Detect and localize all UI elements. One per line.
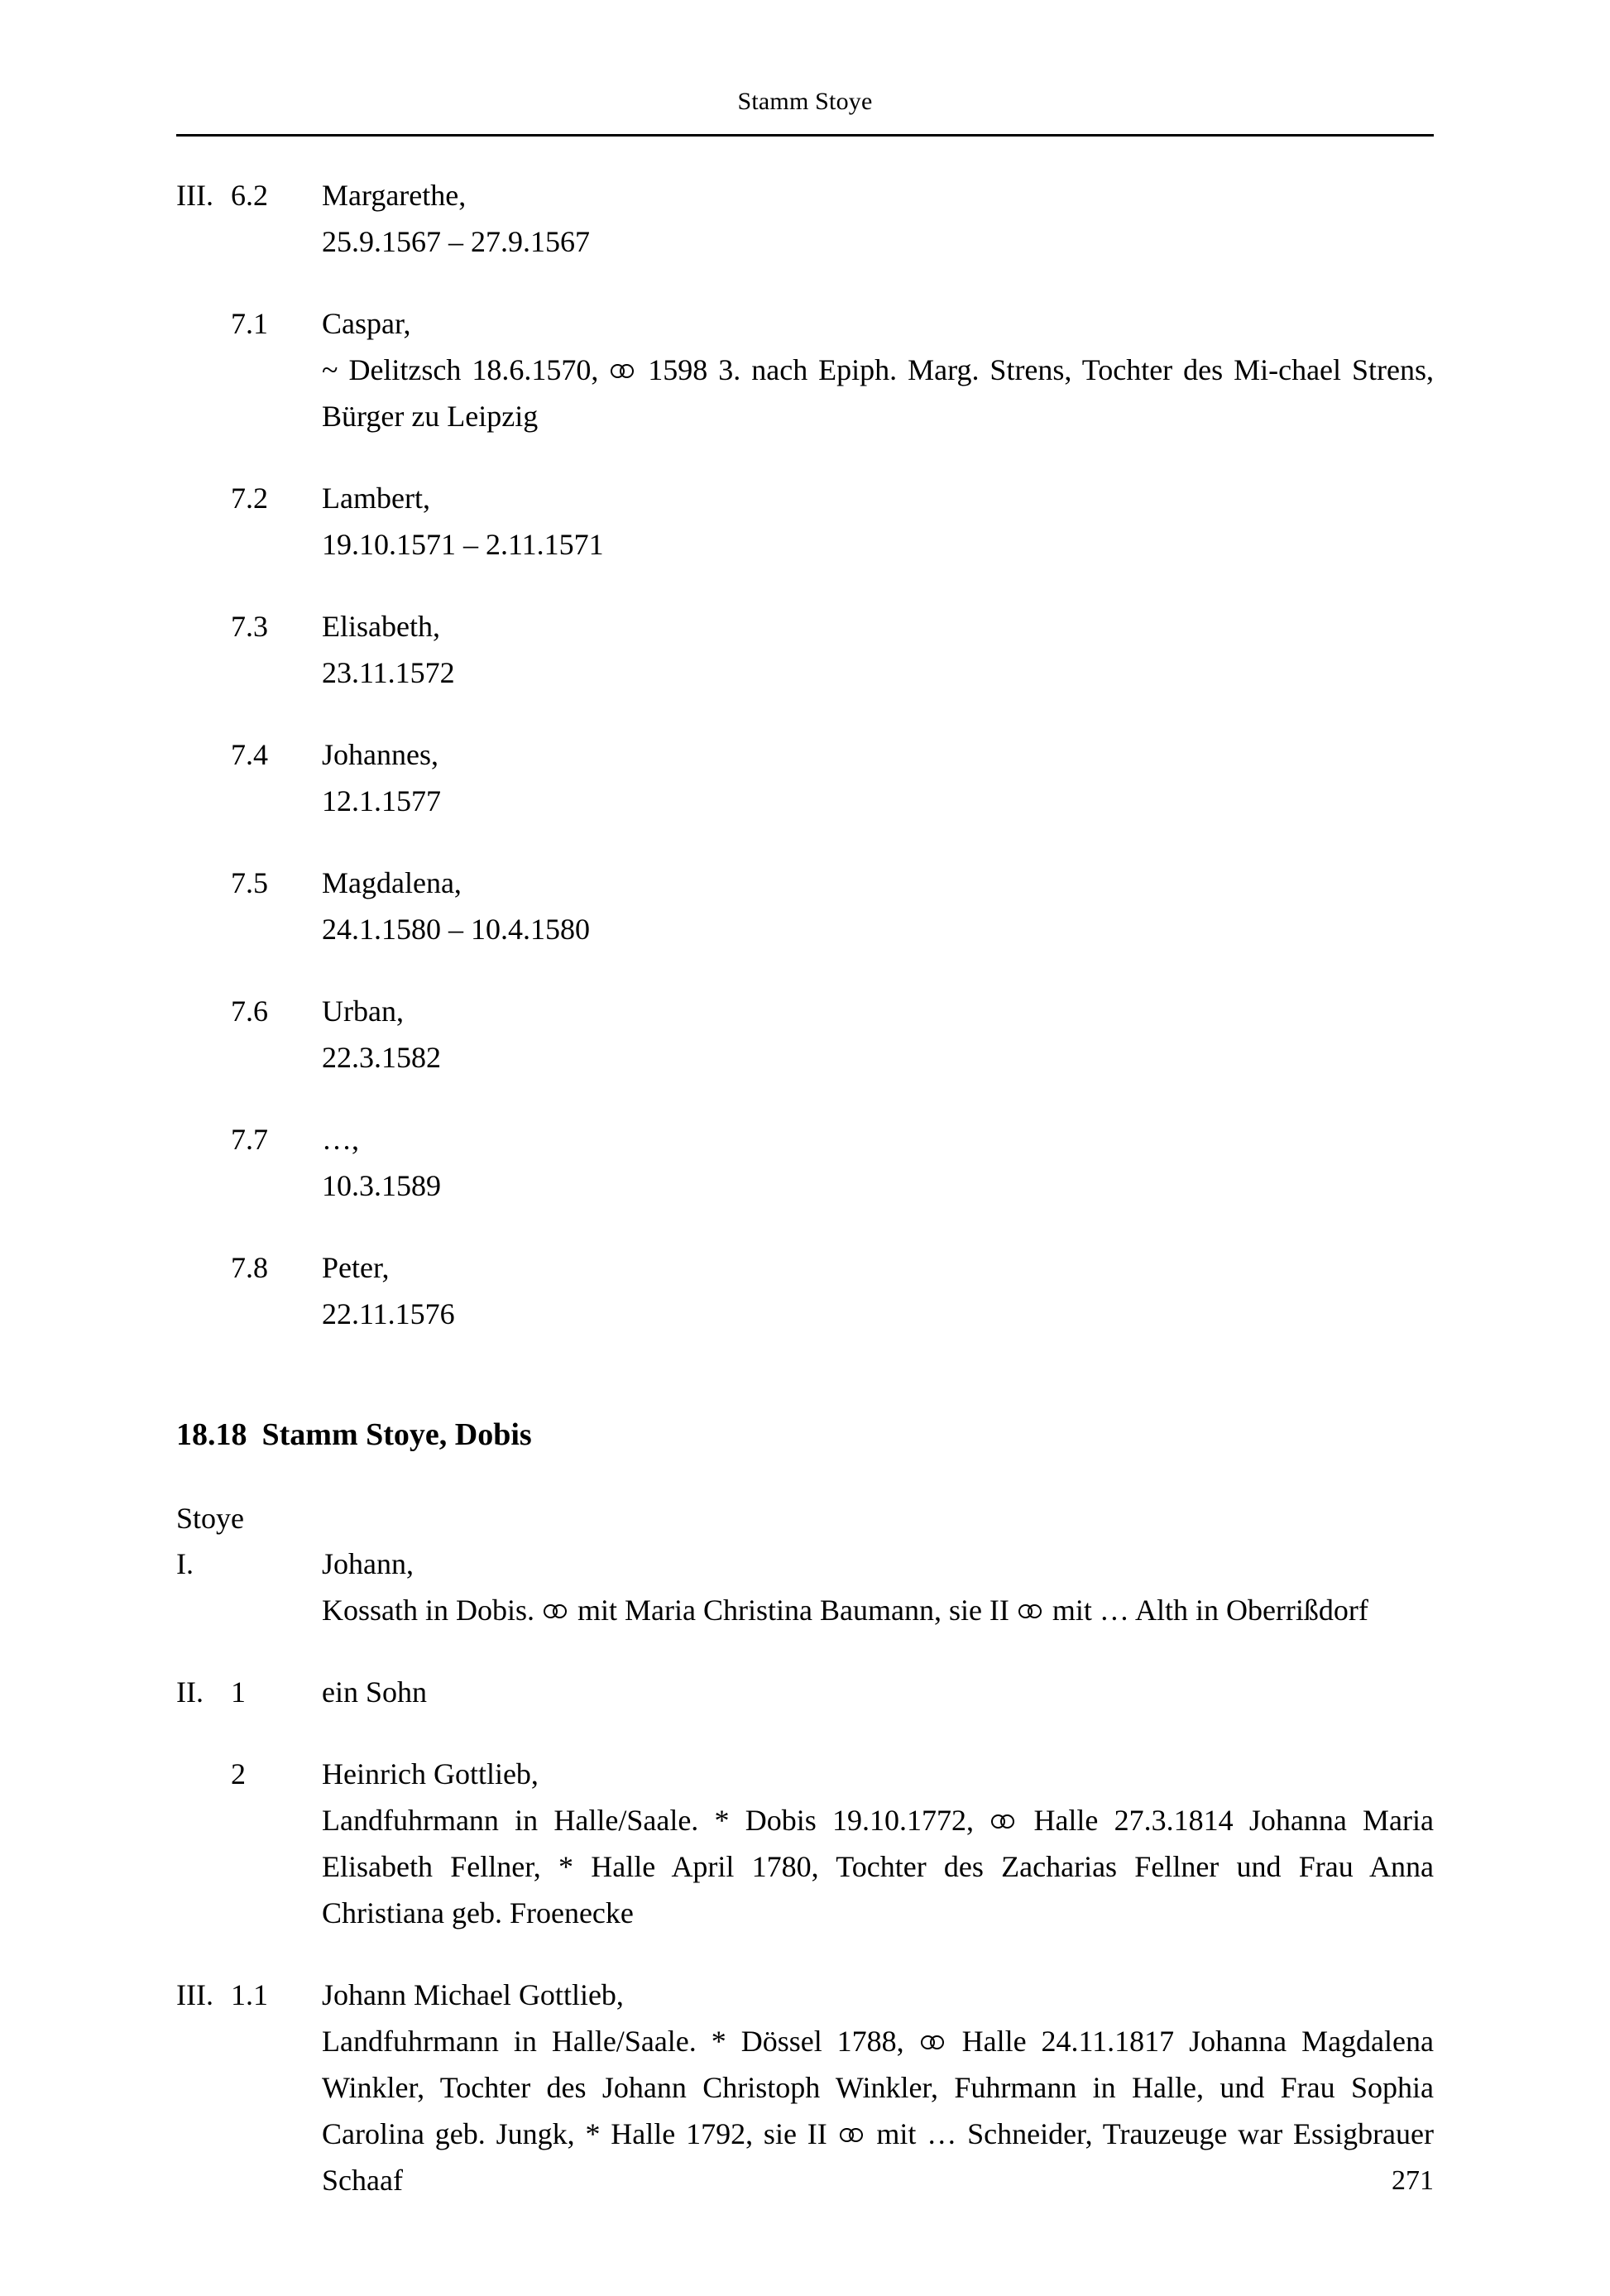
- entry-detail: 25.9.1567 – 27.9.1567: [322, 225, 590, 258]
- genealogy-entry: [176, 1244, 1434, 1337]
- entry-body: [322, 1972, 1434, 2203]
- entry-name: Magdalena,: [322, 866, 462, 899]
- entry-detail: 19.10.1571 – 2.11.1571: [322, 528, 604, 561]
- entry-number: 7.4: [231, 738, 268, 771]
- entry-body: [322, 172, 1434, 265]
- entry-number: 6.2: [231, 179, 268, 212]
- page-content: [176, 172, 1434, 2239]
- oo-marriage-icon: [544, 1604, 568, 1619]
- entry-detail: 24.1.1580 – 10.4.1580: [322, 913, 590, 946]
- entry-name: Peter,: [322, 1251, 390, 1284]
- entry-detail: 23.11.1572: [322, 656, 455, 689]
- running-header-title: Stamm Stoye: [737, 88, 873, 115]
- entry-number: 2: [231, 1757, 246, 1790]
- section-heading: [176, 1412, 1434, 1458]
- entry-body: [322, 1541, 1434, 1633]
- entry-name: Lambert,: [322, 482, 430, 515]
- entry-name: Johannes,: [322, 738, 438, 771]
- entry-detail-part-b: Halle 27.3.1814 Johanna Maria Elisabeth Fellner, * Halle April 1780, Tochter des Zacharias Fellner und Frau Anna Christiana geb. Froenecke: [322, 1804, 1435, 1929]
- oo-marriage-icon: [921, 2035, 946, 2050]
- entry-number: 7.6: [231, 995, 268, 1028]
- entry-body: [322, 300, 1434, 439]
- oo-marriage-icon: [611, 364, 635, 379]
- entry-body: [322, 603, 1434, 696]
- entry-detail-part-a: ~ Delitzsch 18.6.1570,: [322, 353, 610, 386]
- entry-body: [322, 1244, 1434, 1337]
- entry-name: Margarethe,: [322, 179, 467, 212]
- genealogy-entry: [176, 731, 1434, 824]
- entry-detail-part-b: mit Maria Christina Baumann, sie II: [570, 1594, 1017, 1627]
- genealogy-entry: [176, 1541, 1434, 1633]
- entry-number: 7.2: [231, 482, 268, 515]
- entry-body: [322, 988, 1434, 1081]
- generation-numeral: III.: [176, 1978, 213, 2011]
- entry-detail-part-a: Landfuhrmann in Halle/Saale. * Dössel 1788,: [322, 2025, 919, 2058]
- entry-number: 7.3: [231, 610, 268, 643]
- entry-detail-part-a: Kossath in Dobis.: [322, 1594, 543, 1627]
- entry-name: Elisabeth,: [322, 610, 440, 643]
- entry-name: …,: [322, 1123, 359, 1156]
- entry-number: 1: [231, 1675, 246, 1709]
- genealogy-entry: [176, 1669, 1434, 1715]
- genealogy-entry: [176, 172, 1434, 265]
- entry-name: ein Sohn: [322, 1675, 428, 1709]
- genealogy-entry: [176, 603, 1434, 696]
- page-header: [176, 89, 1434, 139]
- entry-detail: [322, 1587, 1434, 1633]
- entry-body: [322, 1669, 1434, 1715]
- section-number: 18.18: [176, 1417, 247, 1452]
- genealogy-entry: [176, 1116, 1434, 1209]
- entry-body: [322, 475, 1434, 568]
- surname-label: Stoye: [176, 1502, 245, 1535]
- entry-detail: [322, 1797, 1434, 1936]
- entry-detail-part-c: mit … Alth in Oberrißdorf: [1044, 1594, 1368, 1627]
- entry-name: Johann,: [322, 1547, 414, 1580]
- page-number: 271: [1392, 2165, 1434, 2196]
- genealogy-entry: [176, 1751, 1434, 1936]
- entry-number: 7.8: [231, 1251, 268, 1284]
- entry-name: Johann Michael Gottlieb,: [322, 1978, 624, 2011]
- entry-detail: 22.3.1582: [322, 1041, 441, 1074]
- entry-body: [322, 1751, 1434, 1936]
- entry-detail-part-a: Landfuhrmann in Halle/Saale. * Dobis 19.10.1772,: [322, 1804, 990, 1837]
- entry-number: 7.5: [231, 866, 268, 899]
- entry-detail-part-c: mit … Schneider, Trauzeuge war Essigbrauer Schaaf: [322, 2117, 1434, 2197]
- entry-number: 7.1: [231, 307, 268, 340]
- entry-body: [322, 731, 1434, 824]
- entry-detail: [322, 347, 1434, 439]
- generation-numeral: II.: [176, 1675, 204, 1709]
- entry-name: Heinrich Gottlieb,: [322, 1757, 539, 1790]
- generation-numeral: I.: [176, 1547, 194, 1580]
- genealogy-entry: [176, 1972, 1434, 2203]
- entry-body: [322, 1116, 1434, 1209]
- genealogy-entry: [176, 300, 1434, 439]
- entry-detail: 10.3.1589: [322, 1169, 441, 1202]
- generation-numeral: III.: [176, 179, 213, 212]
- genealogy-entry: [176, 475, 1434, 568]
- oo-marriage-icon: [991, 1814, 1016, 1829]
- entry-name: Urban,: [322, 995, 404, 1028]
- entry-detail: 22.11.1576: [322, 1297, 455, 1330]
- entry-detail: 12.1.1577: [322, 784, 441, 817]
- entry-detail: [322, 2018, 1434, 2203]
- section-title: Stamm Stoye, Dobis: [261, 1417, 532, 1452]
- header-divider-rule: [176, 134, 1434, 137]
- entry-number: 1.1: [231, 1978, 268, 2011]
- oo-marriage-icon: [840, 2128, 865, 2143]
- genealogy-entry: [176, 860, 1434, 952]
- entry-detail-part-b: 1598 3. nach Epiph. Marg. Strens, Tochter des Mi-chael Strens, Bürger zu Leipzig: [322, 353, 1434, 433]
- entry-detail-part-b: Halle 24.11.1817 Johanna Magdalena Winkler, Tochter des Johann Christoph Winkler, Fuhrmann in Halle, und Frau Sophia Carolina geb. Jungk, * Halle 1792, sie II: [322, 2025, 1434, 2150]
- entry-name: Caspar,: [322, 307, 411, 340]
- oo-marriage-icon: [1018, 1604, 1043, 1619]
- entry-number: 7.7: [231, 1123, 268, 1156]
- entry-body: [322, 860, 1434, 952]
- genealogy-entry: [176, 988, 1434, 1081]
